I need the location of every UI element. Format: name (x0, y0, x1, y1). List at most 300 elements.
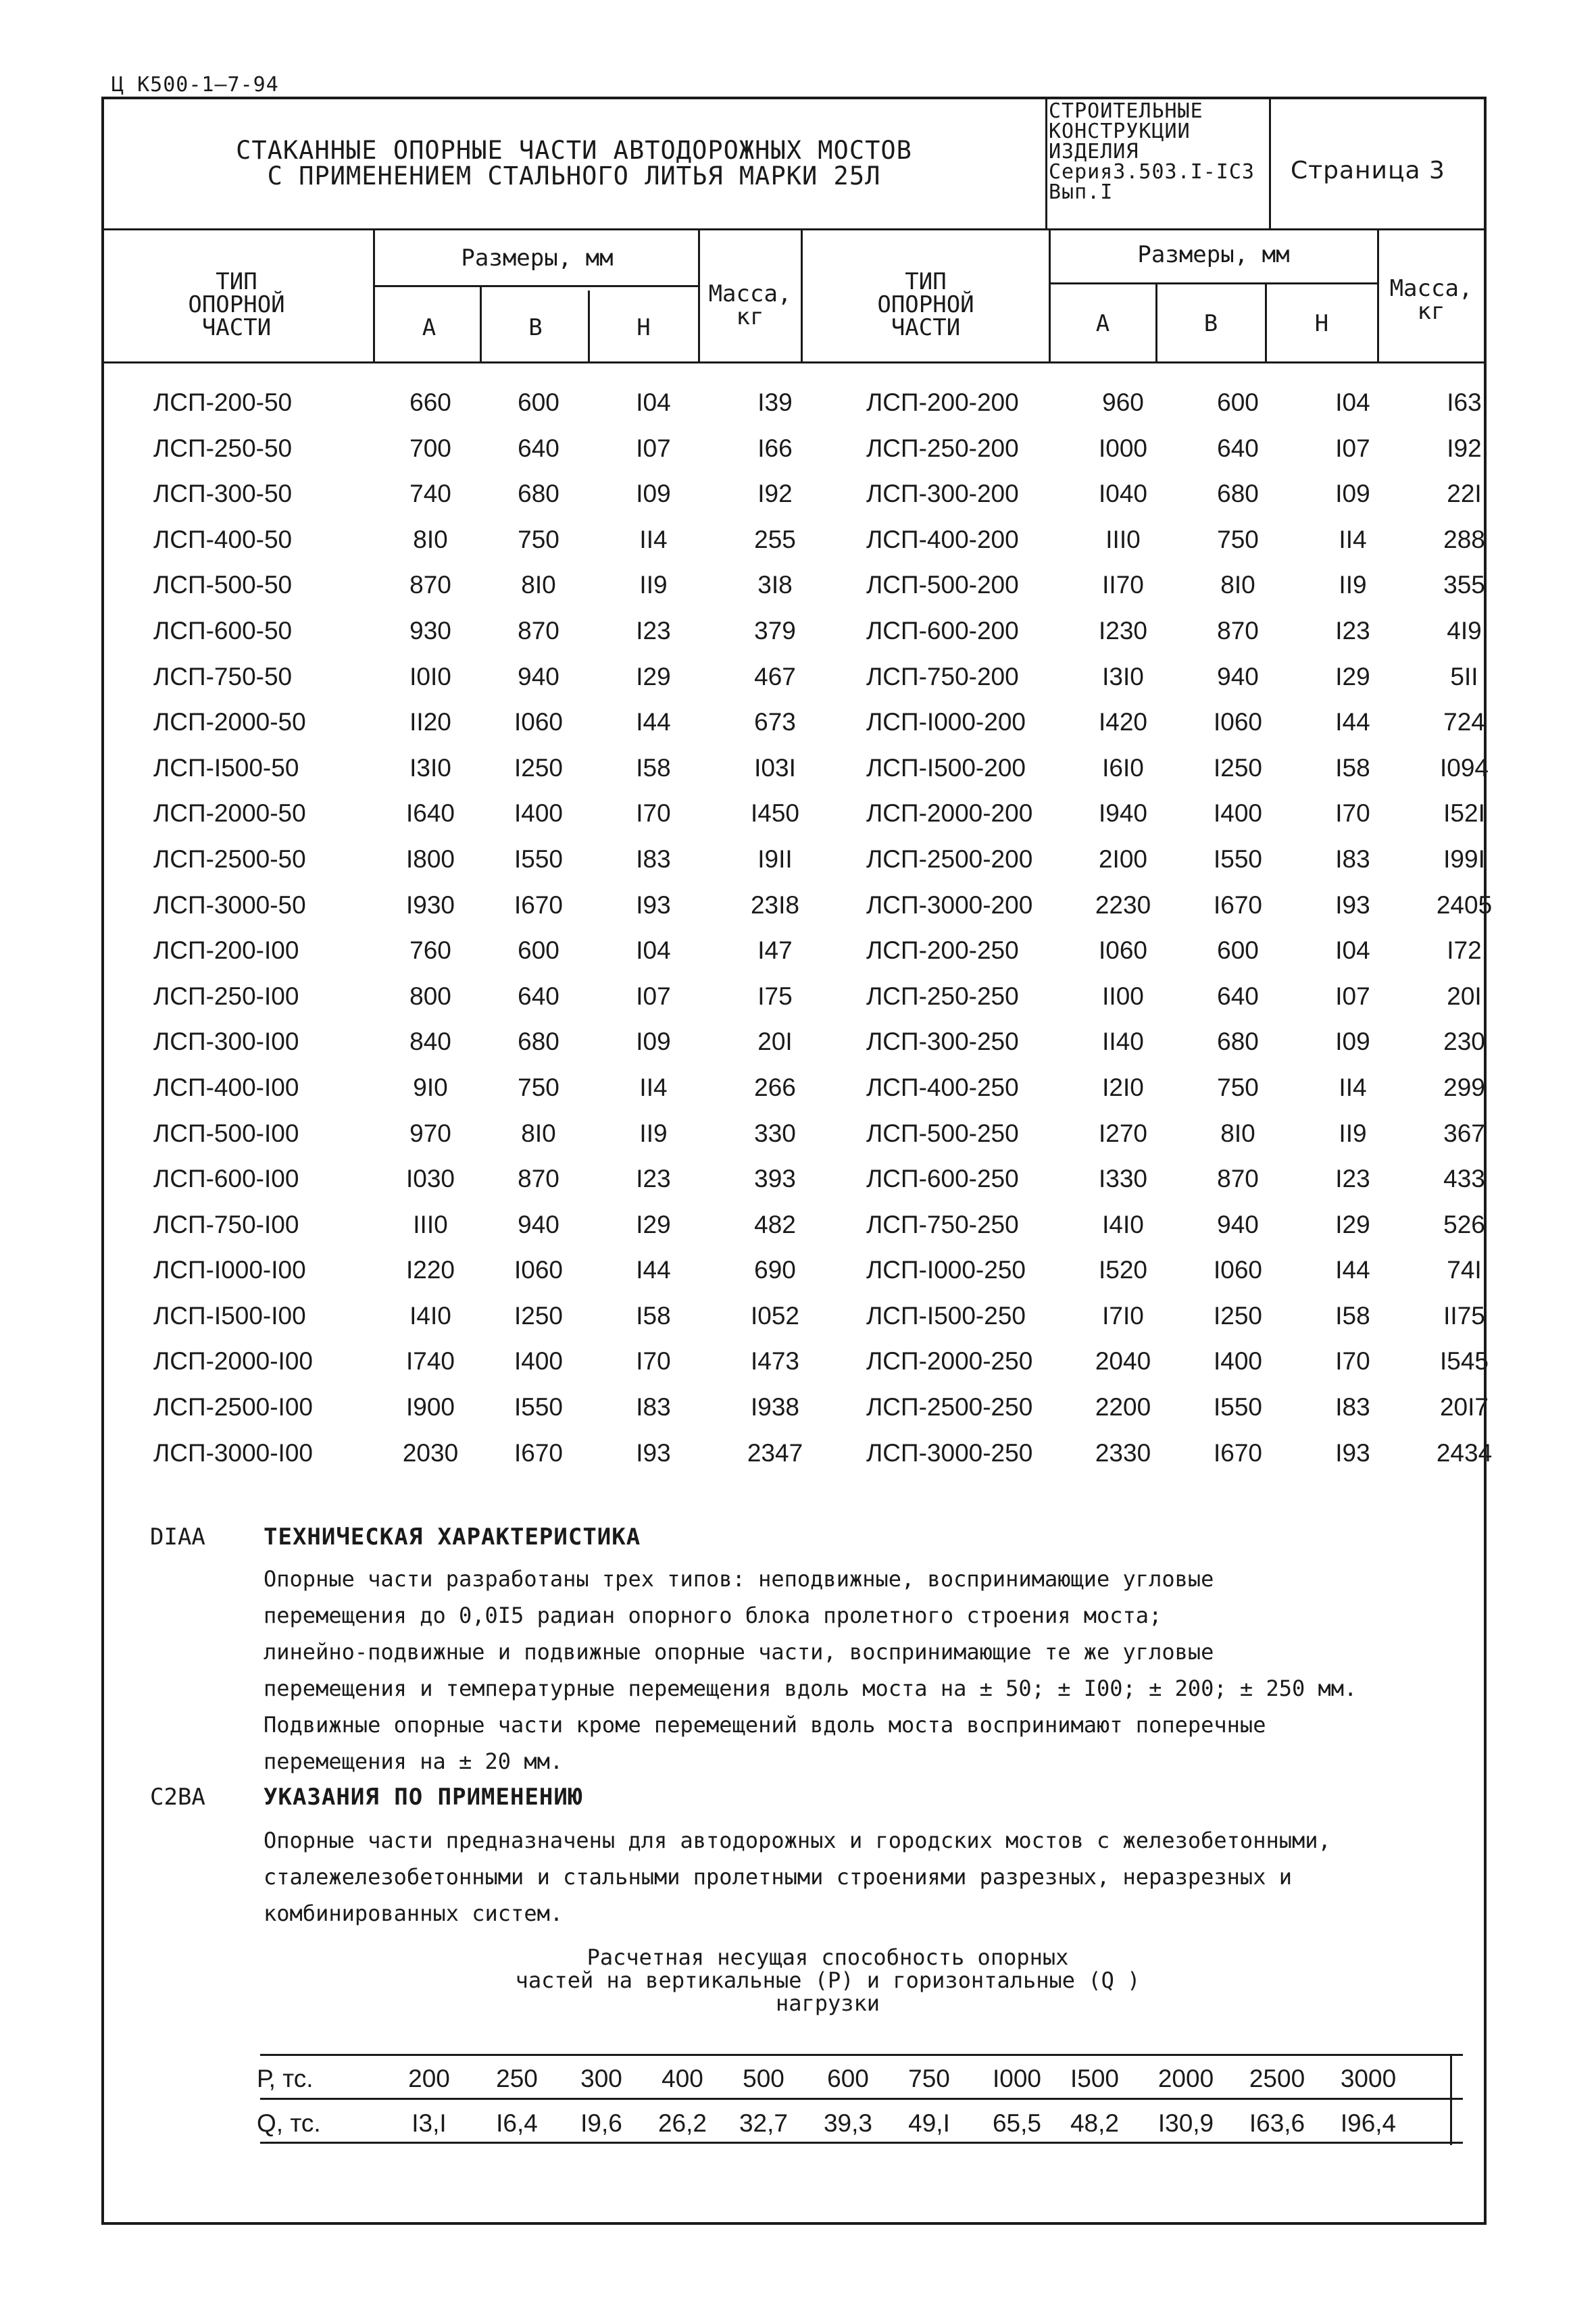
mass-cell: 467 (754, 662, 796, 690)
dim-h-cell: II4 (639, 525, 668, 553)
dim-h-cell: I44 (1335, 1256, 1370, 1284)
dim-a-cell: I030 (405, 1165, 455, 1193)
dim-b-cell: I550 (514, 845, 563, 873)
mass-cell: I450 (750, 799, 799, 828)
dim-h-cell: I04 (636, 936, 671, 965)
mass-cell: 393 (754, 1165, 796, 1193)
col-rule (1049, 228, 1051, 363)
title-line-2: С ПРИМЕНЕНИЕМ СТАЛЬНОГО ЛИТЬЯ МАРКИ 25Л (267, 161, 881, 191)
dim-b-cell: 640 (518, 434, 559, 462)
dim-b-cell: 870 (1217, 616, 1259, 645)
dim-b-cell: I060 (1213, 1256, 1262, 1284)
mass-cell: I545 (1439, 1347, 1489, 1376)
mass-cell: 724 (1443, 708, 1485, 736)
dim-a-cell: I640 (405, 799, 455, 828)
series-line: КОНСТРУКЦИИ (1049, 120, 1191, 143)
dim-h-cell: I07 (636, 982, 671, 1010)
dim-a-cell: I800 (405, 845, 455, 873)
dim-b-cell: I550 (1213, 845, 1262, 873)
type-cell: ЛСП-500-250 (866, 1119, 1019, 1147)
section-text: Опорные части разработаны трех типов: неподвижные, воспринимающие угловые перемещения до 0,0I5 радиан опорного блока пролетного строения моста; линейно-подвижные и подвижные опорные части, воспринимающие те же угловые перемещения и температурные перемещения вдоль моста на ± 50; ± I00; ± 200; ± 250 мм. Подвижные опорные части кроме перемещений вдоль моста воспринимают поперечные перемещения на ± 20 мм. (264, 1566, 1357, 1774)
col-mass-header-2 (1378, 277, 1484, 323)
col-mass-line: Масса, (1389, 275, 1473, 302)
dim-b-cell: I550 (1213, 1393, 1262, 1422)
type-cell: ЛСП-2000-250 (866, 1347, 1033, 1376)
mass-cell: II75 (1443, 1301, 1485, 1330)
col-rule (801, 228, 803, 363)
type-cell: ЛСП-400-50 (153, 525, 293, 553)
dim-a-cell: I040 (1098, 480, 1147, 508)
type-cell: ЛСП-2000-50 (153, 708, 306, 736)
dim-a-cell: I2I0 (1102, 1073, 1144, 1101)
header-divider (1269, 98, 1271, 228)
mass-cell: I473 (750, 1347, 799, 1376)
dim-h-cell: I29 (636, 1210, 671, 1238)
load-value: 32,7 (739, 2109, 788, 2137)
table-row (103, 1386, 1489, 1432)
dim-a-cell: 8I0 (413, 525, 448, 553)
type-cell: ЛСП-400-I00 (153, 1073, 299, 1101)
dim-a-cell: II00 (1102, 982, 1144, 1010)
table-row (103, 1067, 1485, 1113)
col-dims-header-2: Размеры, мм (1137, 241, 1290, 268)
dim-a-cell: I940 (1098, 799, 1147, 828)
type-cell: ЛСП-3000-50 (153, 890, 306, 919)
mass-cell: 23I8 (750, 890, 799, 919)
load-value: 48,2 (1070, 2109, 1119, 2137)
dim-b-cell: 940 (1217, 1210, 1259, 1238)
dim-a-cell: 2I00 (1098, 845, 1147, 873)
dim-h-cell: I93 (1335, 890, 1370, 919)
col-mass-line: кг (1417, 298, 1445, 325)
table-row (103, 382, 1485, 428)
mass-cell: 526 (1443, 1210, 1485, 1238)
caption-line: Расчетная несущая способность опорных (587, 1944, 1069, 1970)
dim-h-cell: I29 (1335, 662, 1370, 690)
mass-cell: I9II (757, 845, 793, 873)
dim-a-cell: 760 (409, 936, 451, 965)
table-row (103, 747, 1489, 793)
col-type-line: ЧАСТИ (201, 314, 272, 341)
type-cell: ЛСП-I500-I00 (153, 1301, 306, 1330)
mass-cell: I99I (1443, 845, 1485, 873)
dim-h-cell: II4 (639, 1073, 668, 1101)
load-value: 200 (408, 2065, 450, 2092)
load-table-rule (260, 2054, 1463, 2056)
type-cell: ЛСП-400-200 (866, 525, 1019, 553)
dim-h-cell: II4 (1339, 1073, 1367, 1101)
dim-h-cell: I58 (636, 1301, 671, 1330)
dim-h-cell: II9 (1339, 571, 1367, 599)
dim-a-cell: I7I0 (1102, 1301, 1144, 1330)
type-cell: ЛСП-500-I00 (153, 1119, 299, 1147)
dim-h-cell: I93 (636, 1438, 671, 1467)
dim-b-cell: 640 (1217, 982, 1259, 1010)
table-row (103, 793, 1485, 838)
load-row-label: Q, тс. (257, 2109, 321, 2137)
col-mass-header (700, 282, 800, 328)
dim-a-cell: I270 (1098, 1119, 1147, 1147)
dim-b-cell: I670 (514, 890, 563, 919)
mass-cell: 266 (754, 1073, 796, 1101)
mass-cell: 3I8 (757, 571, 793, 599)
load-value: 400 (662, 2065, 703, 2092)
dim-b-cell: I550 (514, 1393, 563, 1422)
load-table-rule (260, 2142, 1463, 2144)
load-table-rule (260, 2098, 1463, 2100)
dim-b-cell: 600 (518, 936, 559, 965)
dim-a-cell: 2330 (1095, 1438, 1151, 1467)
dim-a-cell: I520 (1098, 1256, 1147, 1284)
dim-h-cell: I83 (636, 845, 671, 873)
load-value: 2000 (1157, 2065, 1214, 2092)
type-cell: ЛСП-I000-I00 (153, 1256, 306, 1284)
mass-cell: 2347 (747, 1438, 803, 1467)
mass-cell: 20I (757, 1028, 793, 1056)
dim-b-cell: I400 (1213, 1347, 1262, 1376)
load-value: I30,9 (1157, 2109, 1214, 2137)
dim-h-cell: I58 (1335, 1301, 1370, 1330)
type-cell: ЛСП-750-200 (866, 662, 1019, 690)
dim-h-cell: I07 (1335, 434, 1370, 462)
col-dims-header: Размеры, мм (461, 245, 614, 272)
caption-line: частей на вертикальные (Р) и горизонтальные (Q ) (515, 1967, 1141, 1993)
mass-cell: I92 (1447, 434, 1482, 462)
section-code: C2BA (150, 1784, 205, 1811)
dim-b-cell: I400 (514, 1347, 563, 1376)
dim-h-cell: I70 (636, 1347, 671, 1376)
dim-b-cell: 680 (518, 480, 559, 508)
dim-a-cell: I4I0 (409, 1301, 451, 1330)
dim-a-cell: 2040 (1095, 1347, 1151, 1376)
type-cell: ЛСП-250-50 (153, 434, 293, 462)
dim-h-cell: I04 (1335, 936, 1370, 965)
dim-a-cell: 2200 (1095, 1393, 1151, 1422)
dim-h-cell: I07 (636, 434, 671, 462)
dim-b-cell: 600 (1217, 936, 1259, 965)
type-cell: ЛСП-I500-250 (866, 1301, 1026, 1330)
dim-a-cell: 930 (409, 616, 451, 645)
dim-a-cell: I0I0 (409, 662, 451, 690)
series-line: СТРОИТЕЛЬНЫЕ (1049, 99, 1203, 123)
dim-a-cell: II20 (409, 708, 451, 736)
dim-b-cell: 680 (1217, 480, 1259, 508)
type-cell: ЛСП-250-200 (866, 434, 1019, 462)
dim-b-cell: 640 (518, 982, 559, 1010)
mass-cell: 2405 (1436, 890, 1493, 919)
document-title (103, 98, 1047, 228)
table-row (103, 428, 1485, 474)
page-number: Страница 3 (1291, 157, 1445, 184)
series-block (1049, 101, 1265, 203)
dim-b-cell: 8I0 (521, 1119, 556, 1147)
mass-cell: 367 (1443, 1119, 1485, 1147)
col-mass-line: Масса, (708, 280, 792, 307)
col-h-header-2: Н (1314, 310, 1329, 337)
type-cell: ЛСП-200-200 (866, 388, 1019, 416)
type-cell: ЛСП-200-I00 (153, 936, 299, 965)
caption-line: нагрузки (775, 1990, 880, 2016)
type-cell: ЛСП-200-50 (153, 388, 293, 416)
title-line-1: СТАКАННЫЕ ОПОРНЫЕ ЧАСТИ АВТОДОРОЖНЫХ МОСТОВ (236, 135, 912, 165)
type-cell: ЛСП-3000-250 (866, 1438, 1033, 1467)
type-cell: ЛСП-750-50 (153, 662, 293, 690)
dim-b-cell: 870 (518, 616, 559, 645)
dim-b-cell: I060 (1213, 708, 1262, 736)
mass-cell: 355 (1443, 571, 1485, 599)
load-value: 49,I (908, 2109, 950, 2137)
table-row (103, 473, 1485, 519)
type-cell: ЛСП-2500-250 (866, 1393, 1033, 1422)
mass-cell: I052 (750, 1301, 799, 1330)
dim-h-cell: I70 (1335, 1347, 1370, 1376)
dim-a-cell: 700 (409, 434, 451, 462)
type-cell: ЛСП-750-250 (866, 1210, 1019, 1238)
table-row (103, 884, 1493, 930)
dim-b-cell: 750 (1217, 1073, 1259, 1101)
mass-cell: 433 (1443, 1165, 1485, 1193)
dim-h-cell: I09 (1335, 1028, 1370, 1056)
mass-cell: 20I7 (1439, 1393, 1489, 1422)
mass-cell: 379 (754, 616, 796, 645)
col-mass-line: кг (736, 303, 764, 330)
mass-cell: 2434 (1436, 1438, 1493, 1467)
dim-b-cell: 940 (518, 662, 559, 690)
dim-h-cell: I04 (636, 388, 671, 416)
dim-b-cell: I060 (514, 708, 563, 736)
dim-b-cell: 8I0 (1220, 571, 1255, 599)
dim-h-cell: II9 (639, 1119, 668, 1147)
dim-a-cell: I000 (1098, 434, 1147, 462)
col-type-header-2 (811, 270, 1041, 339)
dim-a-cell: 740 (409, 480, 451, 508)
dim-b-cell: I670 (1213, 890, 1262, 919)
dim-b-cell: I670 (1213, 1438, 1262, 1467)
table-row (103, 1113, 1485, 1159)
dim-b-cell: I250 (514, 753, 563, 782)
dim-h-cell: I07 (1335, 982, 1370, 1010)
dim-b-cell: 870 (518, 1165, 559, 1193)
dim-h-cell: I44 (636, 1256, 671, 1284)
load-value: I9,6 (580, 2109, 622, 2137)
load-value: 500 (743, 2065, 784, 2092)
load-row-label: Р, тс. (257, 2065, 314, 2092)
type-cell: ЛСП-2000-50 (153, 799, 306, 828)
mass-cell: I03I (754, 753, 796, 782)
dim-h-cell: I93 (636, 890, 671, 919)
dim-b-cell: 8I0 (521, 571, 556, 599)
dims-rule (1049, 282, 1377, 284)
dim-a-cell: I3I0 (1102, 662, 1144, 690)
col-rule (1265, 282, 1267, 363)
bearing-table-body (103, 382, 1493, 1478)
type-cell: ЛСП-3000-200 (866, 890, 1033, 919)
mass-cell: 288 (1443, 525, 1485, 553)
dim-a-cell: I060 (1098, 936, 1147, 965)
dim-a-cell: III0 (1105, 525, 1141, 553)
col-type-line: ТИП (905, 268, 947, 295)
type-cell: ЛСП-250-250 (866, 982, 1019, 1010)
dim-b-cell: I250 (1213, 753, 1262, 782)
section-heading: УКАЗАНИЯ ПО ПРИМЕНЕНИЮ (264, 1784, 583, 1811)
mass-cell: 5II (1450, 662, 1478, 690)
table-row (103, 701, 1485, 747)
col-type-header (122, 270, 351, 339)
dim-h-cell: I44 (1335, 708, 1370, 736)
dim-b-cell: I400 (1213, 799, 1262, 828)
type-cell: ЛСП-I000-250 (866, 1256, 1026, 1284)
load-value: 750 (908, 2065, 950, 2092)
section-heading: ТЕХНИЧЕСКАЯ ХАРАКТЕРИСТИКА (264, 1524, 641, 1551)
table-row (103, 1158, 1485, 1204)
mass-cell: I52I (1443, 799, 1485, 828)
load-value: 65,5 (992, 2109, 1041, 2137)
table-row (103, 1340, 1489, 1386)
dim-a-cell: I930 (405, 890, 455, 919)
dim-a-cell: 970 (409, 1119, 451, 1147)
dim-b-cell: 680 (1217, 1028, 1259, 1056)
dim-a-cell: I4I0 (1102, 1210, 1144, 1238)
mass-cell: 330 (754, 1119, 796, 1147)
type-cell: ЛСП-600-250 (866, 1165, 1019, 1193)
load-value: I96,4 (1340, 2109, 1397, 2137)
dim-a-cell: I330 (1098, 1165, 1147, 1193)
dim-h-cell: I29 (636, 662, 671, 690)
dim-a-cell: I3I0 (409, 753, 451, 782)
table-row (103, 1021, 1485, 1067)
table-row (103, 838, 1485, 884)
dim-a-cell: 2230 (1095, 890, 1151, 919)
series-line: ИЗДЕЛИЯ (1049, 140, 1139, 164)
type-cell: ЛСП-300-I00 (153, 1028, 299, 1056)
dim-b-cell: 600 (1217, 388, 1259, 416)
load-value: 2500 (1249, 2065, 1305, 2092)
type-cell: ЛСП-600-I00 (153, 1165, 299, 1193)
load-value: 300 (580, 2065, 622, 2092)
dim-h-cell: I58 (1335, 753, 1370, 782)
load-value: 250 (496, 2065, 538, 2092)
type-cell: ЛСП-600-50 (153, 616, 293, 645)
dim-a-cell: 800 (409, 982, 451, 1010)
dim-b-cell: I670 (514, 1438, 563, 1467)
dim-h-cell: I23 (636, 616, 671, 645)
table-head-rule (103, 361, 1485, 363)
dim-a-cell: I420 (1098, 708, 1147, 736)
dim-h-cell: I83 (1335, 1393, 1370, 1422)
table-row (103, 656, 1485, 702)
table-row (103, 564, 1485, 610)
col-type-line: ЧАСТИ (891, 314, 961, 341)
section-code: DIAA (150, 1524, 205, 1551)
mass-cell: I72 (1447, 936, 1482, 965)
dim-b-cell: I060 (514, 1256, 563, 1284)
dim-b-cell: 940 (518, 1210, 559, 1238)
dim-a-cell: 2030 (402, 1438, 459, 1467)
table-row (103, 1295, 1485, 1341)
load-value: I63,6 (1249, 2109, 1305, 2137)
mass-cell: 255 (754, 525, 796, 553)
dim-b-cell: 8I0 (1220, 1119, 1255, 1147)
dim-h-cell: I09 (1335, 480, 1370, 508)
dim-b-cell: 750 (1217, 525, 1259, 553)
type-cell: ЛСП-I000-200 (866, 708, 1026, 736)
table-row (103, 1204, 1485, 1250)
load-value: 39,3 (823, 2109, 872, 2137)
dim-h-cell: II9 (1339, 1119, 1367, 1147)
load-row-q (257, 2103, 1466, 2142)
type-cell: ЛСП-300-200 (866, 480, 1019, 508)
col-type-line: ОПОРНОЙ (877, 291, 974, 318)
type-cell: ЛСП-500-50 (153, 571, 293, 599)
mass-cell: 230 (1443, 1028, 1485, 1056)
dim-a-cell: II40 (1102, 1028, 1144, 1056)
series-line: Серия3.503.I-IC3 (1049, 160, 1255, 184)
type-cell: ЛСП-750-I00 (153, 1210, 299, 1238)
mass-cell: I66 (757, 434, 793, 462)
load-value: I000 (992, 2065, 1041, 2092)
mass-cell: 690 (754, 1256, 796, 1284)
dim-a-cell: 840 (409, 1028, 451, 1056)
dim-a-cell: II70 (1102, 571, 1144, 599)
dim-b-cell: 640 (1217, 434, 1259, 462)
dim-a-cell: 960 (1102, 388, 1144, 416)
col-b-header-2: В (1203, 310, 1218, 337)
header-rule (103, 228, 1485, 230)
dim-h-cell: I83 (1335, 845, 1370, 873)
mass-cell: 22I (1447, 480, 1482, 508)
mass-cell: I094 (1439, 753, 1489, 782)
dim-h-cell: I23 (1335, 1165, 1370, 1193)
dim-a-cell: I220 (405, 1256, 455, 1284)
table-row (103, 976, 1485, 1022)
type-cell: ЛСП-400-250 (866, 1073, 1019, 1101)
type-cell: ЛСП-3000-I00 (153, 1438, 313, 1467)
dim-a-cell: I6I0 (1102, 753, 1144, 782)
dim-b-cell: 750 (518, 1073, 559, 1101)
load-value: 3000 (1340, 2065, 1397, 2092)
section-text: Опорные части предназначены для автодорожных и городских мостов с железобетонными, сталежелезобетонными и стальными пролетными строениями разрезных, неразрезных и комбинированных систем. (264, 1828, 1331, 1926)
dim-b-cell: 940 (1217, 662, 1259, 690)
dim-h-cell: I70 (1335, 799, 1370, 828)
dim-h-cell: I23 (636, 1165, 671, 1193)
dim-h-cell: I70 (636, 799, 671, 828)
type-cell: ЛСП-300-250 (866, 1028, 1019, 1056)
dim-b-cell: 750 (518, 525, 559, 553)
dims-rule (373, 285, 698, 287)
mass-cell: I92 (757, 480, 793, 508)
load-row-p (257, 2058, 1466, 2097)
dim-h-cell: I29 (1335, 1210, 1370, 1238)
dim-h-cell: I58 (636, 753, 671, 782)
type-cell: ЛСП-I500-50 (153, 753, 299, 782)
dim-b-cell: I250 (514, 1301, 563, 1330)
type-cell: ЛСП-2500-50 (153, 845, 306, 873)
type-cell: ЛСП-2000-I00 (153, 1347, 313, 1376)
dim-a-cell: I740 (405, 1347, 455, 1376)
dim-b-cell: I250 (1213, 1301, 1262, 1330)
type-cell: ЛСП-2500-I00 (153, 1393, 313, 1422)
mass-cell: 4I9 (1447, 616, 1482, 645)
table-row (103, 610, 1485, 656)
col-type-line: ОПОРНОЙ (188, 291, 285, 318)
type-cell: ЛСП-I500-200 (866, 753, 1026, 782)
dim-h-cell: I44 (636, 708, 671, 736)
mass-cell: 673 (754, 708, 796, 736)
table-row (103, 519, 1485, 565)
mass-cell: 482 (754, 1210, 796, 1238)
dim-h-cell: II4 (1339, 525, 1367, 553)
type-cell: ЛСП-2000-200 (866, 799, 1033, 828)
